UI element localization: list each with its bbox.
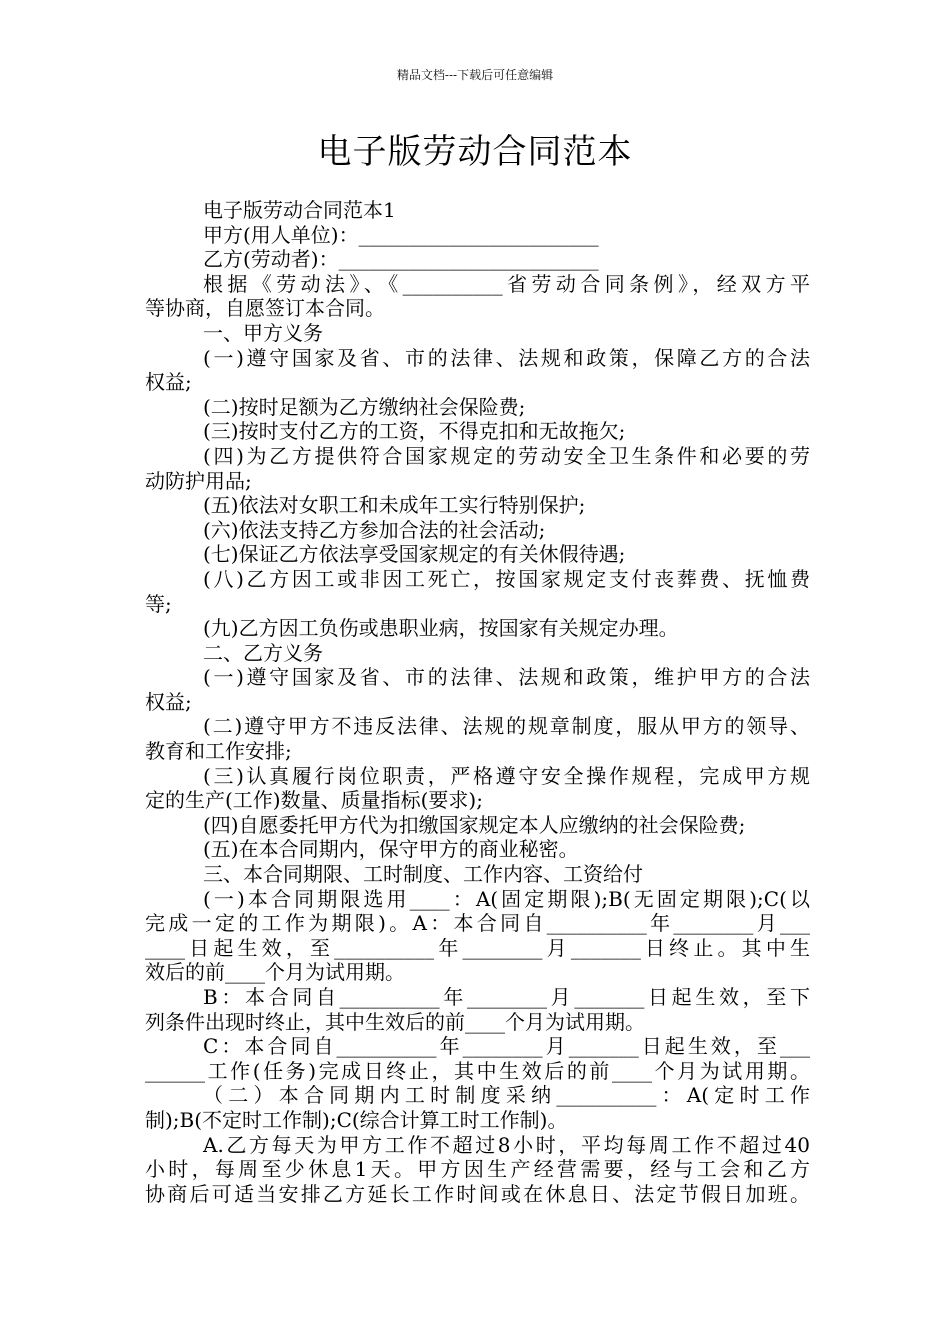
text-line: (五)依法对女职工和未成年工实行特别保护; [203, 493, 586, 518]
text-line: (八)乙方因工或非因工死亡，按国家规定支付丧葬费、抚恤费 [203, 566, 810, 591]
text-line: (二)按时足额为乙方缴纳社会保险费; [203, 394, 526, 419]
text-line: (七)保证乙方依法享受国家规定的有关休假待遇; [203, 542, 626, 567]
text-line: ______工作(任务)完成日终止，其中生效后的前____个月为试用期。 [145, 1058, 810, 1083]
text-line: (九)乙方因工负伤或患职业病，按国家有关规定办理。 [203, 616, 679, 641]
text-line: (二)遵守甲方不违反法律、法规的规章制度，服从甲方的领导、 [203, 714, 810, 739]
text-line: (一)本合同期限选用____：A(固定期限);B(无固定期限);C(以 [203, 886, 810, 911]
text-line: 效后的前____个月为试用期。 [145, 960, 405, 985]
text-line: 二、乙方义务 [203, 640, 323, 665]
text-line: 权益; [145, 689, 192, 714]
text-line: 电子版劳动合同范本1 [203, 198, 396, 222]
text-line: 定的生产(工作)数量、质量指标(要求); [145, 788, 483, 813]
text-line: ____日起生效，至__________年________月_______日终止。其中生 [145, 935, 810, 960]
document-body [145, 198, 810, 1206]
text-line: (三)认真履行岗位职责，严格遵守安全操作规程，完成甲方规 [203, 763, 810, 788]
text-line: 等协商，自愿签订本合同。 [145, 296, 385, 321]
text-line: C：本合同自__________年________月_______日起生效，至___ [203, 1034, 810, 1059]
text-line: (一)遵守国家及省、市的法律、法规和政策，维护甲方的合法 [203, 665, 810, 690]
text-line: 甲方(用人单位)：________________________ [203, 222, 599, 247]
document-title: 电子版劳动合同范本 [317, 132, 633, 172]
text-line: （二）本合同期内工时制度采纳__________：A(定时工作 [203, 1083, 810, 1108]
text-line: 制);B(不定时工作制);C(综合计算工时工作制)。 [145, 1107, 568, 1132]
text-line: (四)自愿委托甲方代为扣缴国家规定本人应缴纳的社会保险费; [203, 812, 746, 837]
text-line: 权益; [145, 370, 192, 395]
text-line: 根据《劳动法》、《__________省劳动合同条例》，经双方平 [203, 271, 810, 296]
text-line: (三)按时支付乙方的工资，不得克扣和无故拖欠; [203, 419, 626, 444]
page-header: 精品文档---下载后可任意编辑 [396, 68, 554, 82]
text-line: 完成一定的工作为期限)。A：本合同自__________年________月___ [145, 911, 810, 936]
text-line: 三、本合同期限、工时制度、工作内容、工资给付 [203, 862, 643, 887]
text-line: (四)为乙方提供符合国家规定的劳动安全卫生条件和必要的劳 [203, 443, 810, 468]
text-line: 小时，每周至少休息1天。甲方因生产经营需要，经与工会和乙方 [145, 1157, 810, 1182]
text-line: 等; [145, 591, 172, 616]
text-line: 乙方(劳动者)：__________________________ [203, 247, 599, 272]
text-line: B：本合同自__________年________月_______日起生效，至下 [203, 985, 810, 1009]
text-line: (六)依法支持乙方参加合法的社会活动; [203, 517, 546, 542]
text-line: 一、甲方义务 [203, 320, 323, 345]
text-line: 列条件出现时终止，其中生效后的前____个月为试用期。 [145, 1009, 645, 1034]
text-line: (一)遵守国家及省、市的法律、法规和政策，保障乙方的合法 [203, 345, 810, 370]
text-line: 教育和工作安排; [145, 739, 292, 764]
text-line: 协商后可适当安排乙方延长工作时间或在休息日、法定节假日加班。 [145, 1181, 810, 1206]
text-line: (五)在本合同期内，保守甲方的商业秘密。 [203, 837, 579, 862]
text-line: 动防护用品; [145, 468, 252, 493]
text-line: A.乙方每天为甲方工作不超过8小时，平均每周工作不超过40 [203, 1132, 810, 1157]
